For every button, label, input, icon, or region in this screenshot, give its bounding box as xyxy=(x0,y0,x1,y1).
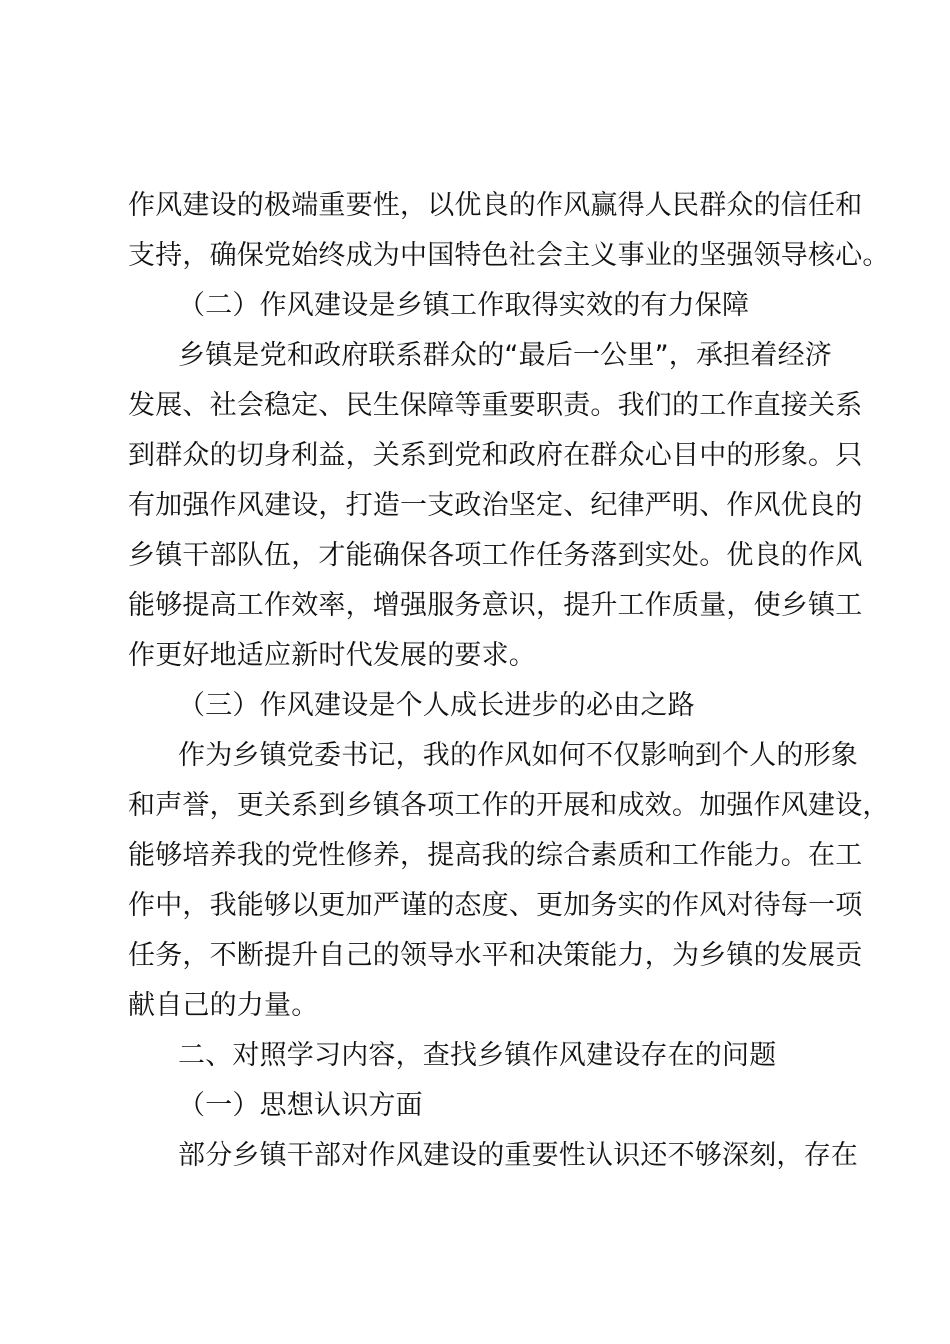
subsection-heading: （一）思想认识方面 xyxy=(178,1090,423,1121)
paragraph-line: 乡镇是党和政府联系群众的“最后一公里”，承担着经济 xyxy=(178,340,832,371)
section-heading: （二）作风建设是乡镇工作取得实效的有力保障 xyxy=(178,290,750,321)
paragraph-line: 和声誉，更关系到乡镇各项工作的开展和成效。加强作风建设， xyxy=(128,790,890,821)
paragraph-line: 献自己的力量。 xyxy=(128,990,319,1021)
paragraph-line: 作中，我能够以更加严谨的态度、更加务实的作风对待每一项 xyxy=(128,890,863,921)
paragraph-line: 部分乡镇干部对作风建设的重要性认识还不够深刻，存在 xyxy=(178,1140,858,1171)
paragraph-line: 支持，确保党始终成为中国特色社会主义事业的坚强领导核心。 xyxy=(128,240,890,271)
paragraph-line: 到群众的切身利益，关系到党和政府在群众心目中的形象。只 xyxy=(128,440,863,471)
paragraph-line: 能够提高工作效率，增强服务意识，提升工作质量，使乡镇工 xyxy=(128,590,863,621)
section-heading: （三）作风建设是个人成长进步的必由之路 xyxy=(178,690,695,721)
paragraph-line: 任务，不断提升自己的领导水平和决策能力，为乡镇的发展贡 xyxy=(128,940,863,971)
paragraph-line: 有加强作风建设，打造一支政治坚定、纪律严明、作风优良的 xyxy=(128,490,863,521)
paragraph-line: 作风建设的极端重要性，以优良的作风赢得人民群众的信任和 xyxy=(128,190,863,221)
paragraph-line: 作为乡镇党委书记，我的作风如何不仅影响到个人的形象 xyxy=(178,740,858,771)
paragraph-line: 作更好地适应新时代发展的要求。 xyxy=(128,640,536,671)
paragraph-line: 发展、社会稳定、民生保障等重要职责。我们的工作直接关系 xyxy=(128,390,863,421)
paragraph-line: 乡镇干部队伍，才能确保各项工作任务落到实处。优良的作风 xyxy=(128,540,863,571)
paragraph-line: 能够培养我的党性修养，提高我的综合素质和工作能力。在工 xyxy=(128,840,863,871)
section-heading: 二、对照学习内容，查找乡镇作风建设存在的问题 xyxy=(178,1040,777,1071)
